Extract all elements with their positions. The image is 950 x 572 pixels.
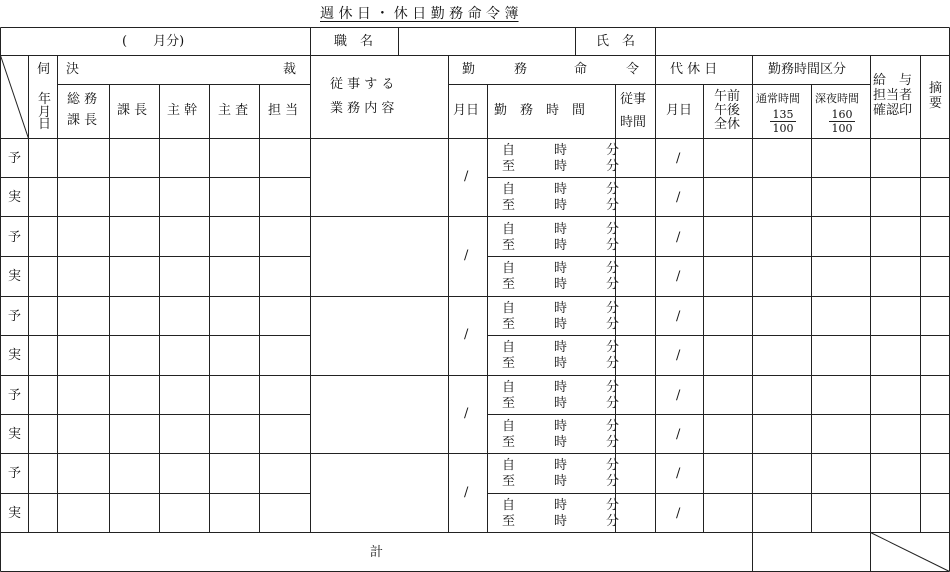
daikyu-slash: / [676,309,681,324]
daikyu-slash: / [676,230,681,245]
tsujo-denominator: 100 [772,122,794,135]
shinya-denominator: 100 [831,122,853,135]
row-jisseki-label: 実 [8,190,22,205]
jiji-header-2: 業 務 内 容 [330,101,395,116]
from-time: 自 時 分 [502,458,620,473]
row-jisseki-label: 実 [8,269,22,284]
daikyu-slash: / [676,151,681,166]
kinmu-header-2: 務 [514,62,528,77]
total-label: 計 [370,545,384,560]
post-label: 職 名 [334,34,374,49]
row-yotei-label: 予 [8,309,22,324]
nengappi-month: 月 [38,105,52,120]
gozen: 午前 [714,89,741,104]
date-slash: / [464,406,469,421]
soumu-2: 課 長 [67,113,98,128]
kessai-left: 決 [66,62,80,77]
jiji-jikan-2: 時間 [620,115,647,130]
name-label: 氏 名 [596,34,636,49]
to-time: 至 時 分 [502,396,620,411]
row-yotei-label: 予 [8,230,22,245]
jiji-jikan-1: 従事 [620,92,647,107]
post-field[interactable] [400,33,574,53]
from-time: 自 時 分 [502,143,620,158]
daikyu-slash: / [676,466,681,481]
row-yotei-label: 予 [8,151,22,166]
kinmu-header-4: 令 [626,62,640,77]
name-field[interactable] [657,33,947,53]
to-time: 至 時 分 [502,198,620,213]
tekiyo-1: 摘 [929,81,943,96]
zenkyu: 全休 [714,117,741,132]
date-slash: / [464,169,469,184]
month-label: ( 月分) [122,34,185,49]
kinmu-jikan-header: 勤 務 時 間 [494,103,586,118]
kyuyo-2: 担当者 [873,88,913,103]
tekiyo-2: 要 [929,96,943,111]
shinya-fraction [829,108,855,135]
shukan-header: 主 幹 [167,103,198,118]
from-time: 自 時 分 [502,182,620,197]
kyuyo-1: 給 与 [873,73,913,88]
row-jisseki-label: 実 [8,348,22,363]
from-time: 自 時 分 [502,261,620,276]
tsujo-fraction [770,108,796,135]
daikyu-slash: / [676,190,681,205]
to-time: 至 時 分 [502,514,620,529]
to-time: 至 時 分 [502,356,620,371]
daikyu-slash: / [676,348,681,363]
row-yotei-label: 予 [8,388,22,403]
to-time: 至 時 分 [502,474,620,489]
date-slash: / [464,485,469,500]
from-time: 自 時 分 [502,419,620,434]
daikyu-slash: / [676,427,681,442]
ukagai-header: 伺 [37,62,51,77]
tsukihi-header: 月日 [453,103,480,118]
to-time: 至 時 分 [502,435,620,450]
daikyu-slash: / [676,269,681,284]
jiji-header-1: 従 事 す る [330,77,395,92]
kubun-header: 勤務時間区分 [768,62,847,77]
daikyu-slash: / [676,388,681,403]
document-title: 週 休 日 ・ 休 日 勤 務 命 令 簿 [320,6,519,22]
to-time: 至 時 分 [502,238,620,253]
gogo: 午後 [714,103,741,118]
daikyu-slash: / [676,506,681,521]
from-time: 自 時 分 [502,380,620,395]
row-yotei-label: 予 [8,466,22,481]
row-jisseki-label: 実 [8,427,22,442]
shinya-header: 深夜時間 [815,92,859,105]
date-slash: / [464,248,469,263]
tsujo-numerator: 135 [770,108,796,122]
row-jisseki-label: 実 [8,506,22,521]
kinmu-header-3: 命 [574,62,588,77]
total-night-time-field[interactable] [812,535,868,569]
from-time: 自 時 分 [502,340,620,355]
date-slash: / [464,327,469,342]
from-time: 自 時 分 [502,222,620,237]
from-time: 自 時 分 [502,498,620,513]
tanto-header: 担 当 [268,103,299,118]
kacho-header: 課 長 [117,103,148,118]
soumu-1: 総 務 [67,92,98,107]
kinmu-header-1: 勤 [462,62,476,77]
nengappi-year: 年 [38,92,52,107]
kyuyo-3: 確認印 [873,103,913,118]
shusa-header: 主 査 [218,103,249,118]
tsujo-header: 通常時間 [756,92,800,105]
to-time: 至 時 分 [502,159,620,174]
from-time: 自 時 分 [502,301,620,316]
kessai-right: 裁 [283,62,297,77]
daikyu-header: 代 休 日 [670,62,718,77]
to-time: 至 時 分 [502,277,620,292]
nengappi-day: 日 [38,117,52,132]
daikyu-tsukihi: 月日 [666,103,693,118]
shinya-numerator: 160 [829,108,855,122]
to-time: 至 時 分 [502,317,620,332]
